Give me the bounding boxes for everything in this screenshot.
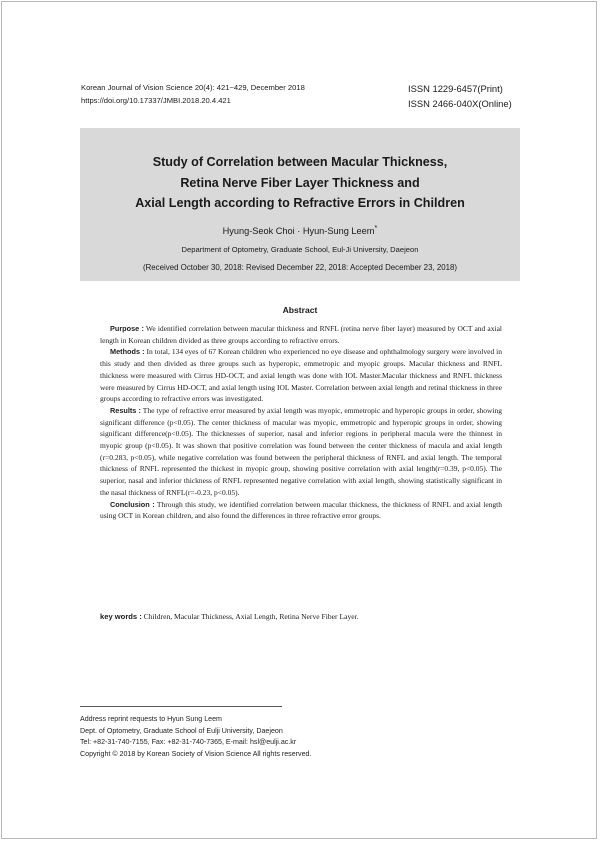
title-line: Retina Nerve Fiber Layer Thickness and bbox=[180, 175, 420, 190]
purpose-label: Purpose : bbox=[110, 324, 144, 333]
issn-online: ISSN 2466-040X(Online) bbox=[408, 97, 512, 109]
conclusion-label: Conclusion : bbox=[110, 499, 155, 509]
keywords bbox=[100, 612, 502, 621]
abstract-purpose bbox=[100, 323, 502, 346]
methods-label: Methods : bbox=[110, 347, 145, 357]
affiliation: Department of Optometry, Graduate School, Eul-Ji University, Daejeon bbox=[181, 245, 419, 254]
journal-citation: Korean Journal of Vision Science 20(4): 421~429, December 2018 bbox=[81, 83, 305, 92]
title-line: Axial Length according to Refractive Errors in Children bbox=[135, 196, 465, 210]
footnotes bbox=[80, 714, 311, 761]
keywords-text: Children, Macular Thickness, Axial Length, Retina Nerve Fiber Layer. bbox=[141, 612, 359, 621]
corresponding-mark: * bbox=[374, 223, 378, 232]
abstract-conclusion bbox=[100, 499, 502, 522]
footnote-dept: Dept. of Optometry, Graduate School of Eulji University, Daejeon bbox=[80, 726, 283, 735]
footnote-contact: Tel: +82-31-740-7155, Fax: +82-31-740-7365, E-mail: hsl@eulji.ac.kr bbox=[80, 738, 297, 747]
received-dates: (Received October 30, 2018: Revised December 22, 2018: Accepted December 23, 2018) bbox=[142, 263, 458, 272]
doi-link[interactable]: https://doi.org/10.17337/JMBI.2018.20.4.421 bbox=[81, 95, 231, 105]
author-names: Hyung-Seok Choi · Hyun-Sung Leem bbox=[222, 226, 375, 237]
title-box bbox=[80, 128, 520, 281]
footnote-divider bbox=[80, 706, 282, 707]
methods-text: In total, 134 eyes of 67 Korean children who experienced no eye disease and ophthalmology surgery were involved in this study and then divided as three groups such as hyperopic, emmetropic and myopic groups. Macular thickness and RNFL thickness were measured with Cirrus HD-OCT, and axial length was done with IOL Master.Macular thickness and RNFL thickness were measured by Cirrus HD-OCT, and axial length using IOL Master. Correlation between axial length and retinal thickness in three groups according to refractive errors was investigated. bbox=[100, 347, 502, 404]
abstract-heading: Abstract bbox=[282, 305, 318, 315]
paper-title bbox=[80, 152, 520, 214]
conclusion-text: Through this study, we identified correlation between macular thickness, the thickness of RNFL and axial length using OCT in Korean children, and also found the differences in three refractive error groups. bbox=[100, 499, 502, 521]
abstract-results bbox=[100, 405, 502, 499]
keywords-label: key words : bbox=[100, 612, 142, 621]
abstract-body bbox=[100, 323, 502, 522]
issn-print: ISSN 1229-6457(Print) bbox=[408, 83, 503, 94]
authors bbox=[80, 223, 520, 236]
footnote-copyright: Copyright © 2018 by Korean Society of Vision Science All rights reserved. bbox=[80, 750, 312, 759]
title-line: Study of Correlation between Macular Thickness, bbox=[152, 155, 448, 169]
results-text: The type of refractive error measured by axial length was myopic, emmetropic and hyperopic groups in order, showing significant difference (p<0.05). The center thickness of macular was myopic, emmetropic and hyperopic groups in order, showing significant difference(p<0.05). The thicknesses of superior, nasal and inferior regions in peripheral macula were the thinnest in myopic group (p<0.05). It was shown that positive correlation was found between the center thickness of macula and axial length (r=0.283, p<0.05), while negative correlation was found between the peripheral thickness of RNFL and axial length. The temporal thickness of RNFL represented the thickest in myopic group, showing positive correlation with axial length(r=0.39, p<0.05). The superior, nasal and inferior thickness of RNFL represented negative correlation with axial length, showing statistically significant in the nasal thickness of RNFL(r=-0.23, p<0.05). bbox=[100, 405, 502, 497]
abstract-methods bbox=[100, 346, 502, 405]
results-label: Results : bbox=[110, 405, 141, 415]
journal-info bbox=[81, 82, 305, 107]
purpose-text: We identified correlation between macular thickness and RNFL (retina nerve fiber layer) measured by OCT and axial length in Korean children divided as three groups according to refractive errors. bbox=[100, 324, 502, 345]
footnote-reprint: Address reprint requests to Hyun Sung Leem bbox=[80, 715, 222, 723]
issn-block bbox=[408, 82, 512, 111]
